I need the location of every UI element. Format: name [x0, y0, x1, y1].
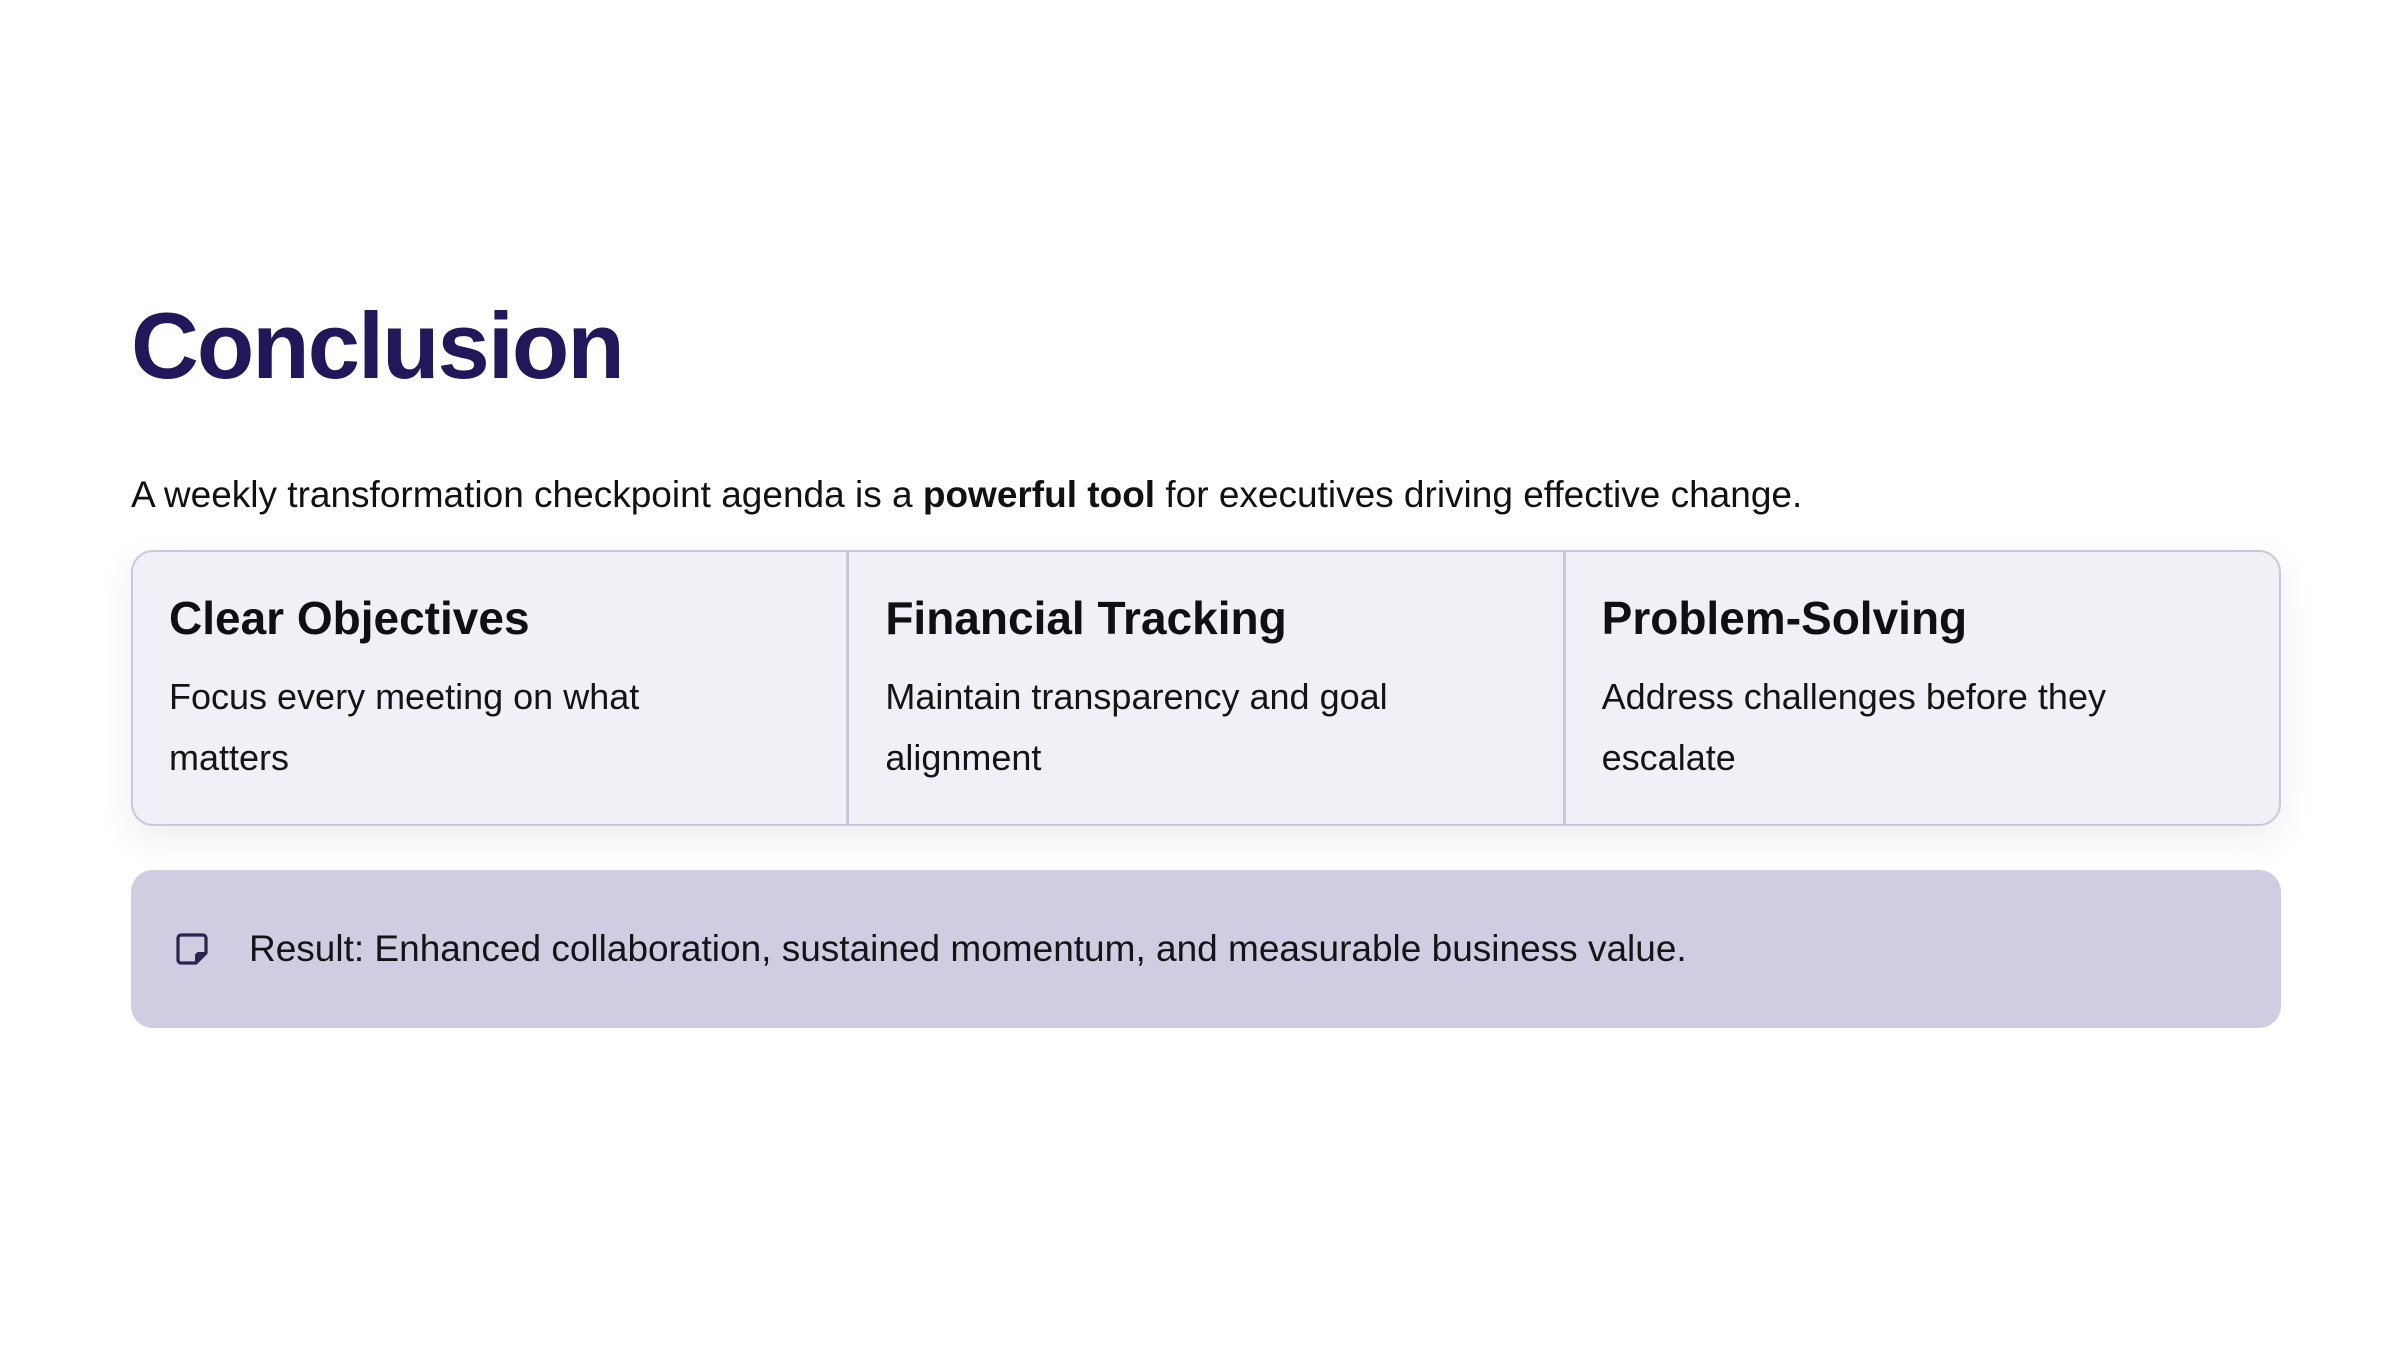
card-text: Focus every meeting on what matters [169, 676, 640, 778]
intro-emphasis: powerful tool [922, 474, 1156, 515]
card-title: Financial Tracking [885, 592, 1287, 644]
card-financial-tracking [846, 552, 1562, 824]
page-title: Conclusion [131, 293, 623, 398]
result-banner [131, 870, 2281, 1028]
card-problem-solving [1563, 552, 2279, 824]
summary-cards [131, 550, 2281, 826]
card-clear-objectives [133, 552, 846, 824]
card-title: Problem-Solving [1601, 592, 1968, 644]
card-text: Address challenges before they escalate [1601, 676, 2106, 778]
sticky-note-icon [175, 932, 209, 966]
result-text: Result: Enhanced collaboration, sustained momentum, and measurable business value. [249, 928, 1687, 969]
intro-text-before: A weekly transformation checkpoint agenda is a [131, 474, 923, 515]
intro-paragraph [131, 472, 2281, 518]
card-title: Clear Objectives [169, 592, 530, 644]
intro-text-after: for executives driving effective change. [1155, 474, 1803, 515]
card-text: Maintain transparency and goal alignment [885, 676, 1388, 778]
slide [131, 290, 2281, 1028]
